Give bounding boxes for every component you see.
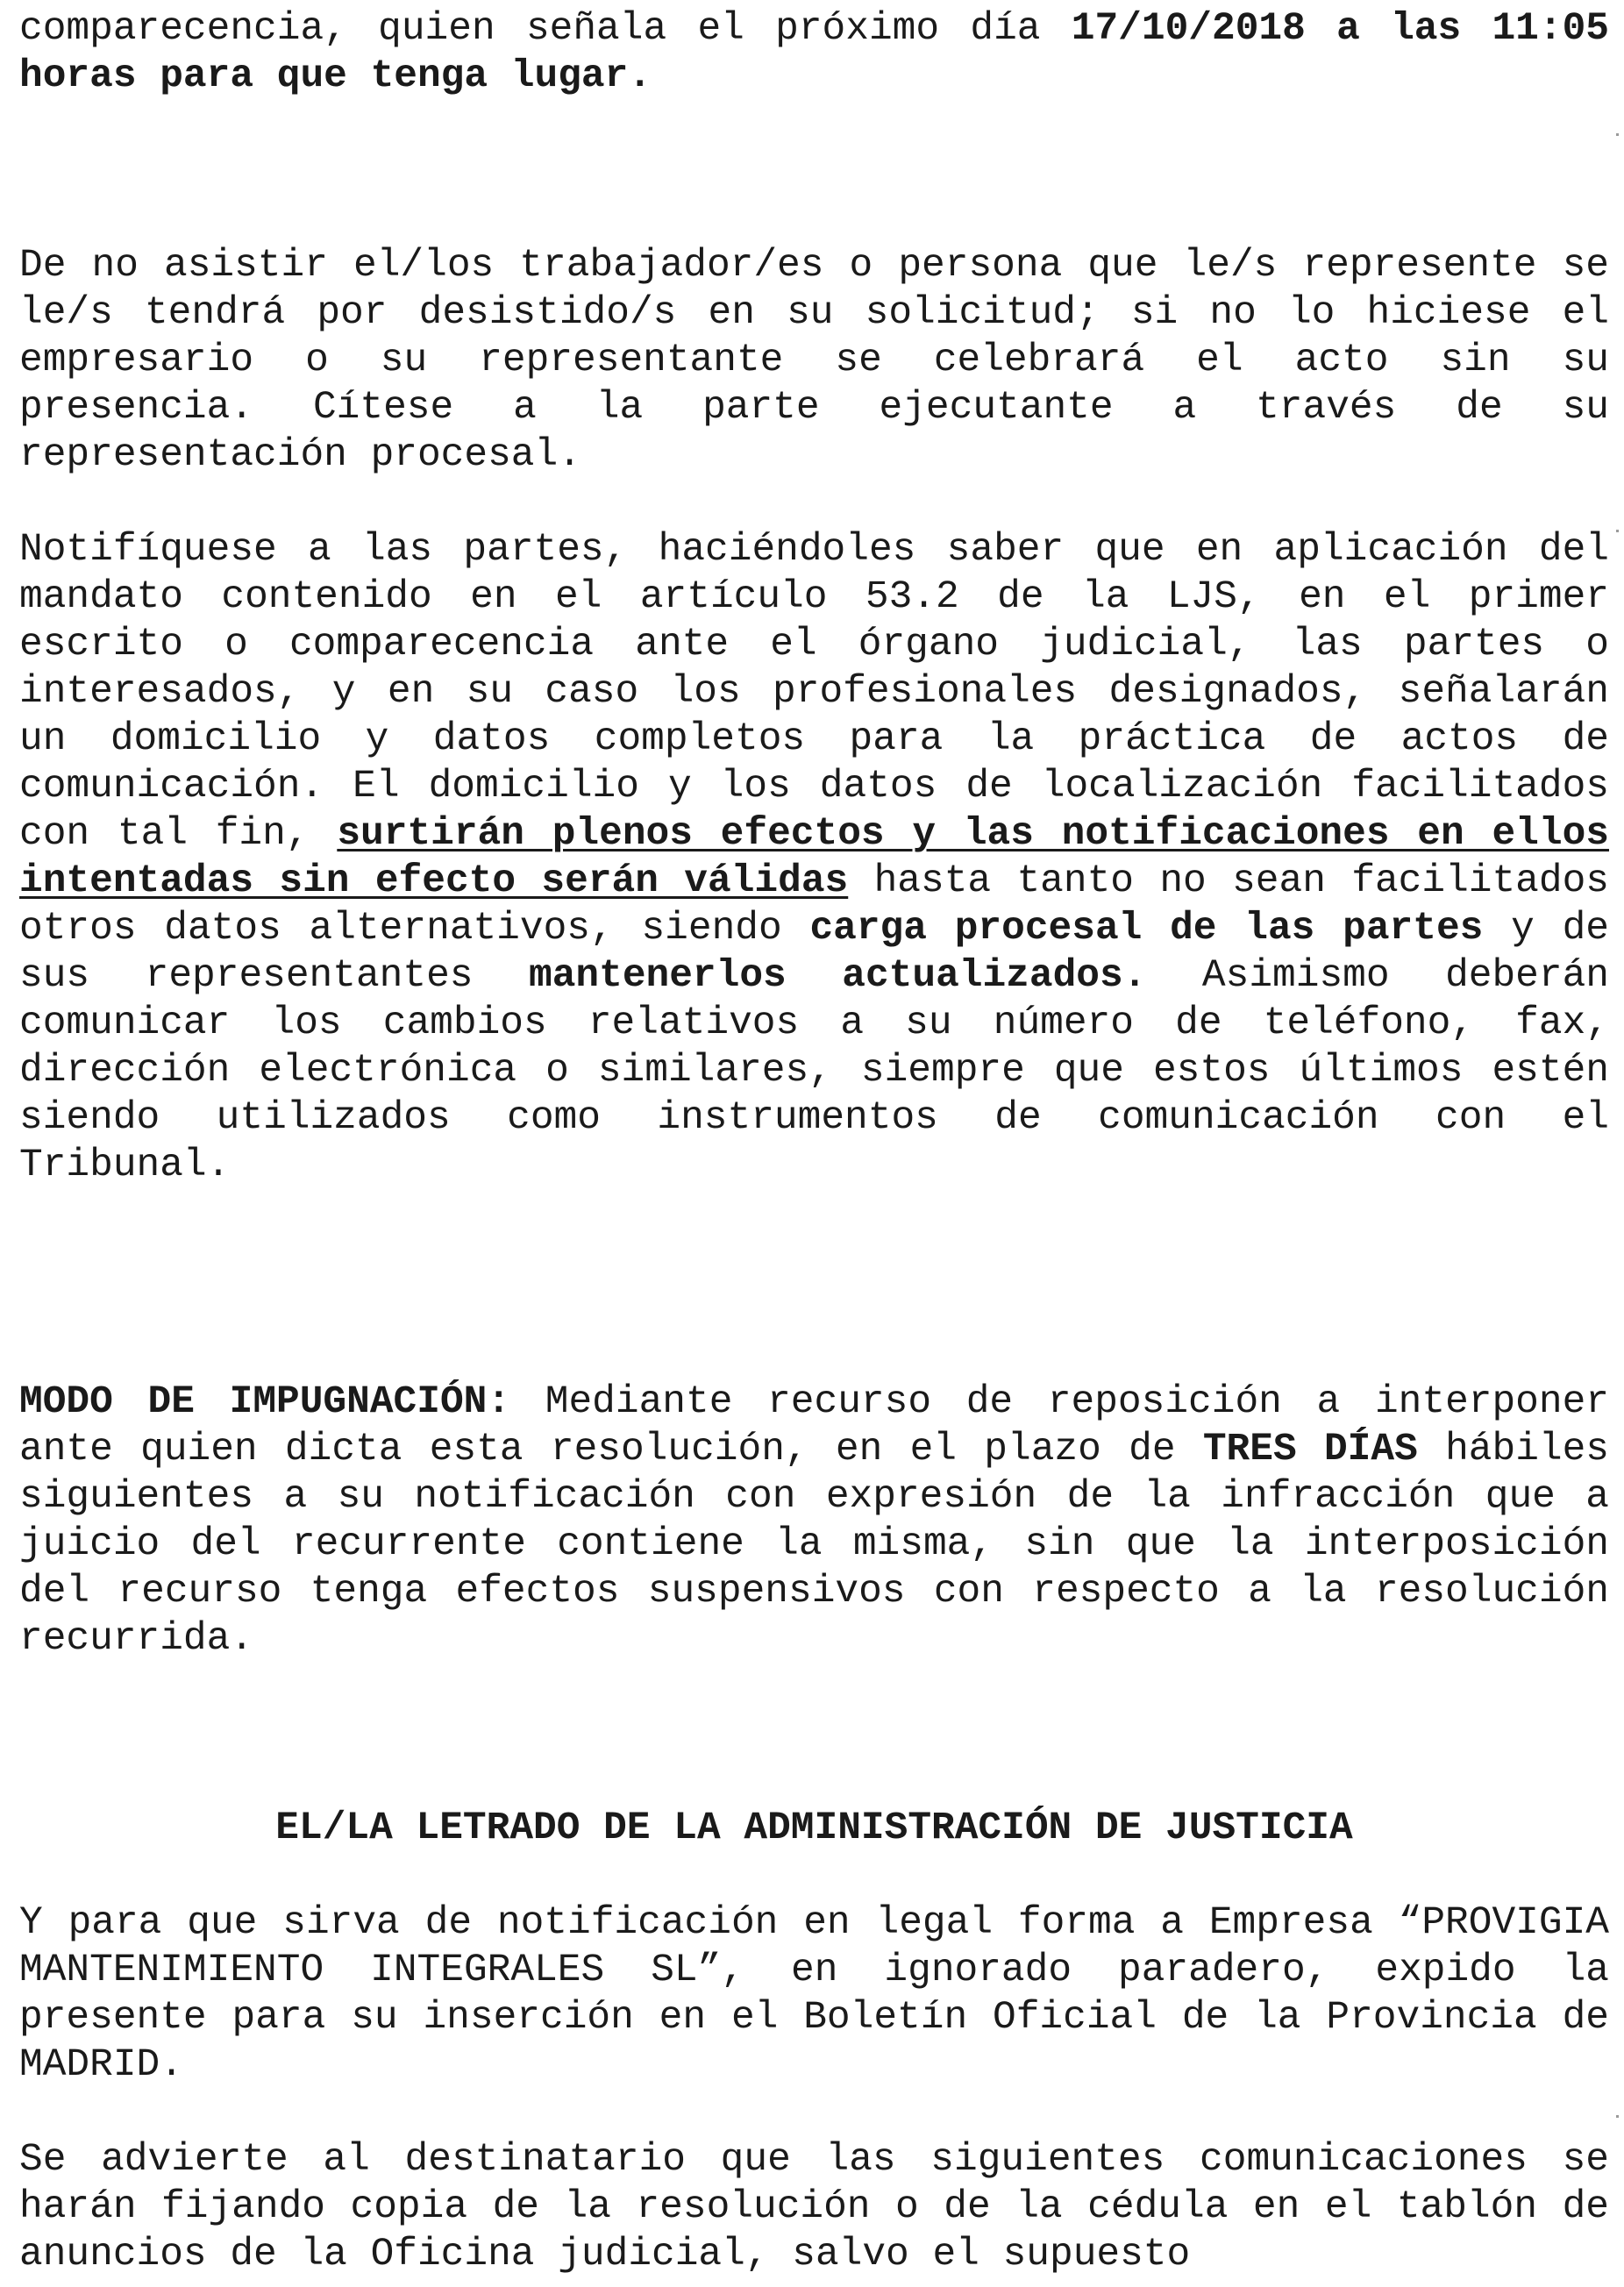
- paragraph-notification-address: [19, 526, 1609, 1189]
- hearing-text: comparecencia, quien señala el próximo día: [19, 7, 1072, 51]
- appeal-text-2: hábiles siguientes a su notificación con expresión de la infracción que a juicio del recurrente contiene la misma, sin que la interposición del recurso tenga efectos suspensivos con respecto a la resolución recurrida.: [19, 1428, 1610, 1661]
- hearing-date-bold: 17/10/2018 a las 11:05 horas para que tenga lugar.: [19, 7, 1609, 98]
- notification-keep-updated-bold: mantenerlos actualizados.: [529, 954, 1147, 998]
- scan-artifact: [1616, 2115, 1619, 2118]
- notification-burden-bold: carga procesal de las partes: [809, 907, 1484, 951]
- notification-text-1: Notifíquese a las partes, haciéndoles saber que en aplicación del mandato contenido en el artículo 53.2 de la LJS, en el primer escrito o comparecencia ante el órgano judicial, las partes o interesados, y en su caso los profesionales designados, señalarán un domicilio y datos completos para la práctica de actos de comunicación. El domicilio y los datos de localización facilitados con tal fin,: [19, 528, 1609, 856]
- notification-effects-underlined: surtirán plenos efectos y las notificaciones en ellos intentadas sin efecto serán válidas: [19, 812, 1609, 903]
- scan-artifact: [1616, 530, 1619, 532]
- signature-title: EL/LA LETRADO DE LA ADMINISTRACIÓN DE JUSTICIA: [275, 1806, 1353, 1850]
- appeal-text-1: Mediante recurso de reposición a interponer ante quien dicta esta resolución, en el plazo de: [19, 1380, 1609, 1471]
- notification-text-3: y de sus representantes: [19, 907, 1609, 998]
- appeal-mode-heading: MODO DE IMPUGNACIÓN:: [19, 1380, 511, 1424]
- paragraph-publication: [19, 1899, 1609, 2089]
- notification-text-4: Asimismo deberán comunicar los cambios relativos a su número de teléfono, fax, dirección electrónica o similares, siempre que estos últimos estén siendo utilizados como instrumentos de comunicación con el Tribunal.: [19, 954, 1610, 1187]
- absence-warning-text: De no asistir el/los trabajador/es o persona que le/s represente se le/s tendrá por desistido/s en su solicitud; si no lo hiciese el empresario o su representante se celebrará el acto sin su presencia. Cítese a la parte ejecutante a través de su representación procesal.: [19, 244, 1609, 477]
- scan-artifact: [1616, 133, 1619, 136]
- paragraph-appeal-mode: [19, 1379, 1609, 1663]
- paragraph-communications-warning: [19, 2136, 1609, 2278]
- notification-text-2: hasta tanto no sean facilitados otros datos alternativos, siendo: [19, 859, 1609, 951]
- communications-warning-text: Se advierte al destinatario que las siguientes comunicaciones se harán fijando copia de la resolución o de la cédula en el tablón de anuncios de la Oficina judicial, salvo el supuesto: [19, 2138, 1609, 2276]
- paragraph-absence-warning: [19, 242, 1609, 479]
- paragraph-hearing-date: [19, 5, 1609, 100]
- publication-text: Y para que sirva de notificación en legal forma a Empresa “PROVIGIA MANTENIMIENTO INTEGRALES SL”, en ignorado paradero, expido la presente para su inserción en el Boletín Oficial de la Provincia de MADRID.: [19, 1901, 1609, 2087]
- appeal-deadline-bold: TRES DÍAS: [1202, 1428, 1418, 1471]
